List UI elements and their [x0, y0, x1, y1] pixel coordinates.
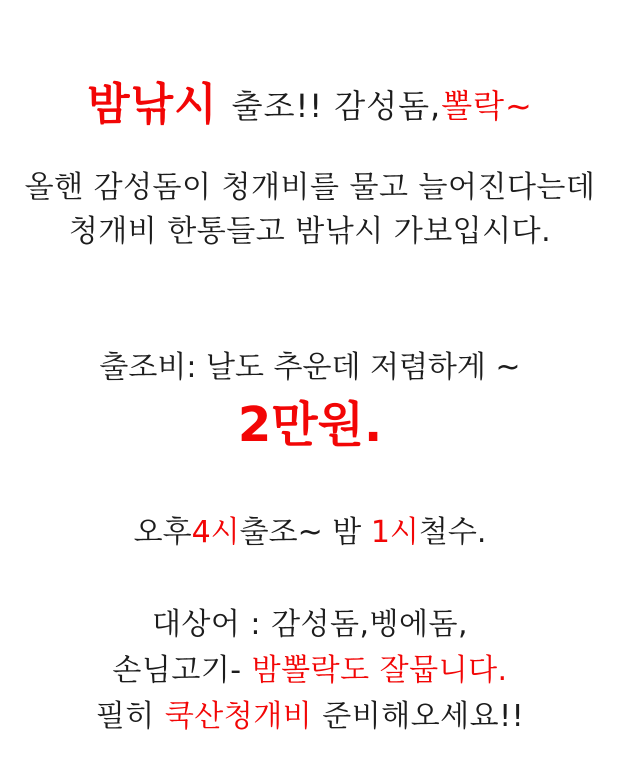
target-line3-prefix: 필히	[95, 699, 165, 734]
schedule-line	[0, 510, 620, 556]
target-line2-red: 밤뽈락도 잘뭅니다.	[251, 653, 508, 688]
title-black-text: 출조!! 감성돔,	[231, 87, 442, 125]
intro-line-2: 청개비 한통들고 밤낚시 가보입시다.	[68, 214, 552, 249]
schedule-start-time: 4시	[191, 515, 240, 550]
target-line3-red: 쿡산청개비	[164, 699, 313, 734]
fee-label: 출조비: 날도 추운데 저렴하게 ~	[99, 350, 521, 385]
target-line2-black: 손님고기-	[112, 653, 252, 688]
target-line3-suffix: 준비해오세요!!	[312, 699, 525, 734]
target-line-1: 대상어 : 감성돔,벵에돔,	[151, 607, 469, 642]
fee-price: 2만원.	[237, 397, 383, 453]
title-highlight: 밤낚시	[87, 79, 218, 130]
target-line-3	[0, 694, 620, 740]
title-red-text: 뽈락~	[441, 87, 533, 125]
schedule-middle: 출조~ 밤	[239, 515, 371, 550]
schedule-prefix: 오후	[133, 515, 192, 550]
schedule-end-time: 1시	[370, 515, 419, 550]
target-section	[0, 602, 620, 740]
target-line-2	[0, 648, 620, 694]
flyer-title	[0, 78, 620, 132]
intro-line-1: 올핸 감성돔이 청개비를 물고 늘어진다는데	[24, 170, 596, 205]
intro-paragraph	[0, 166, 620, 254]
schedule-suffix: 철수.	[418, 515, 487, 550]
